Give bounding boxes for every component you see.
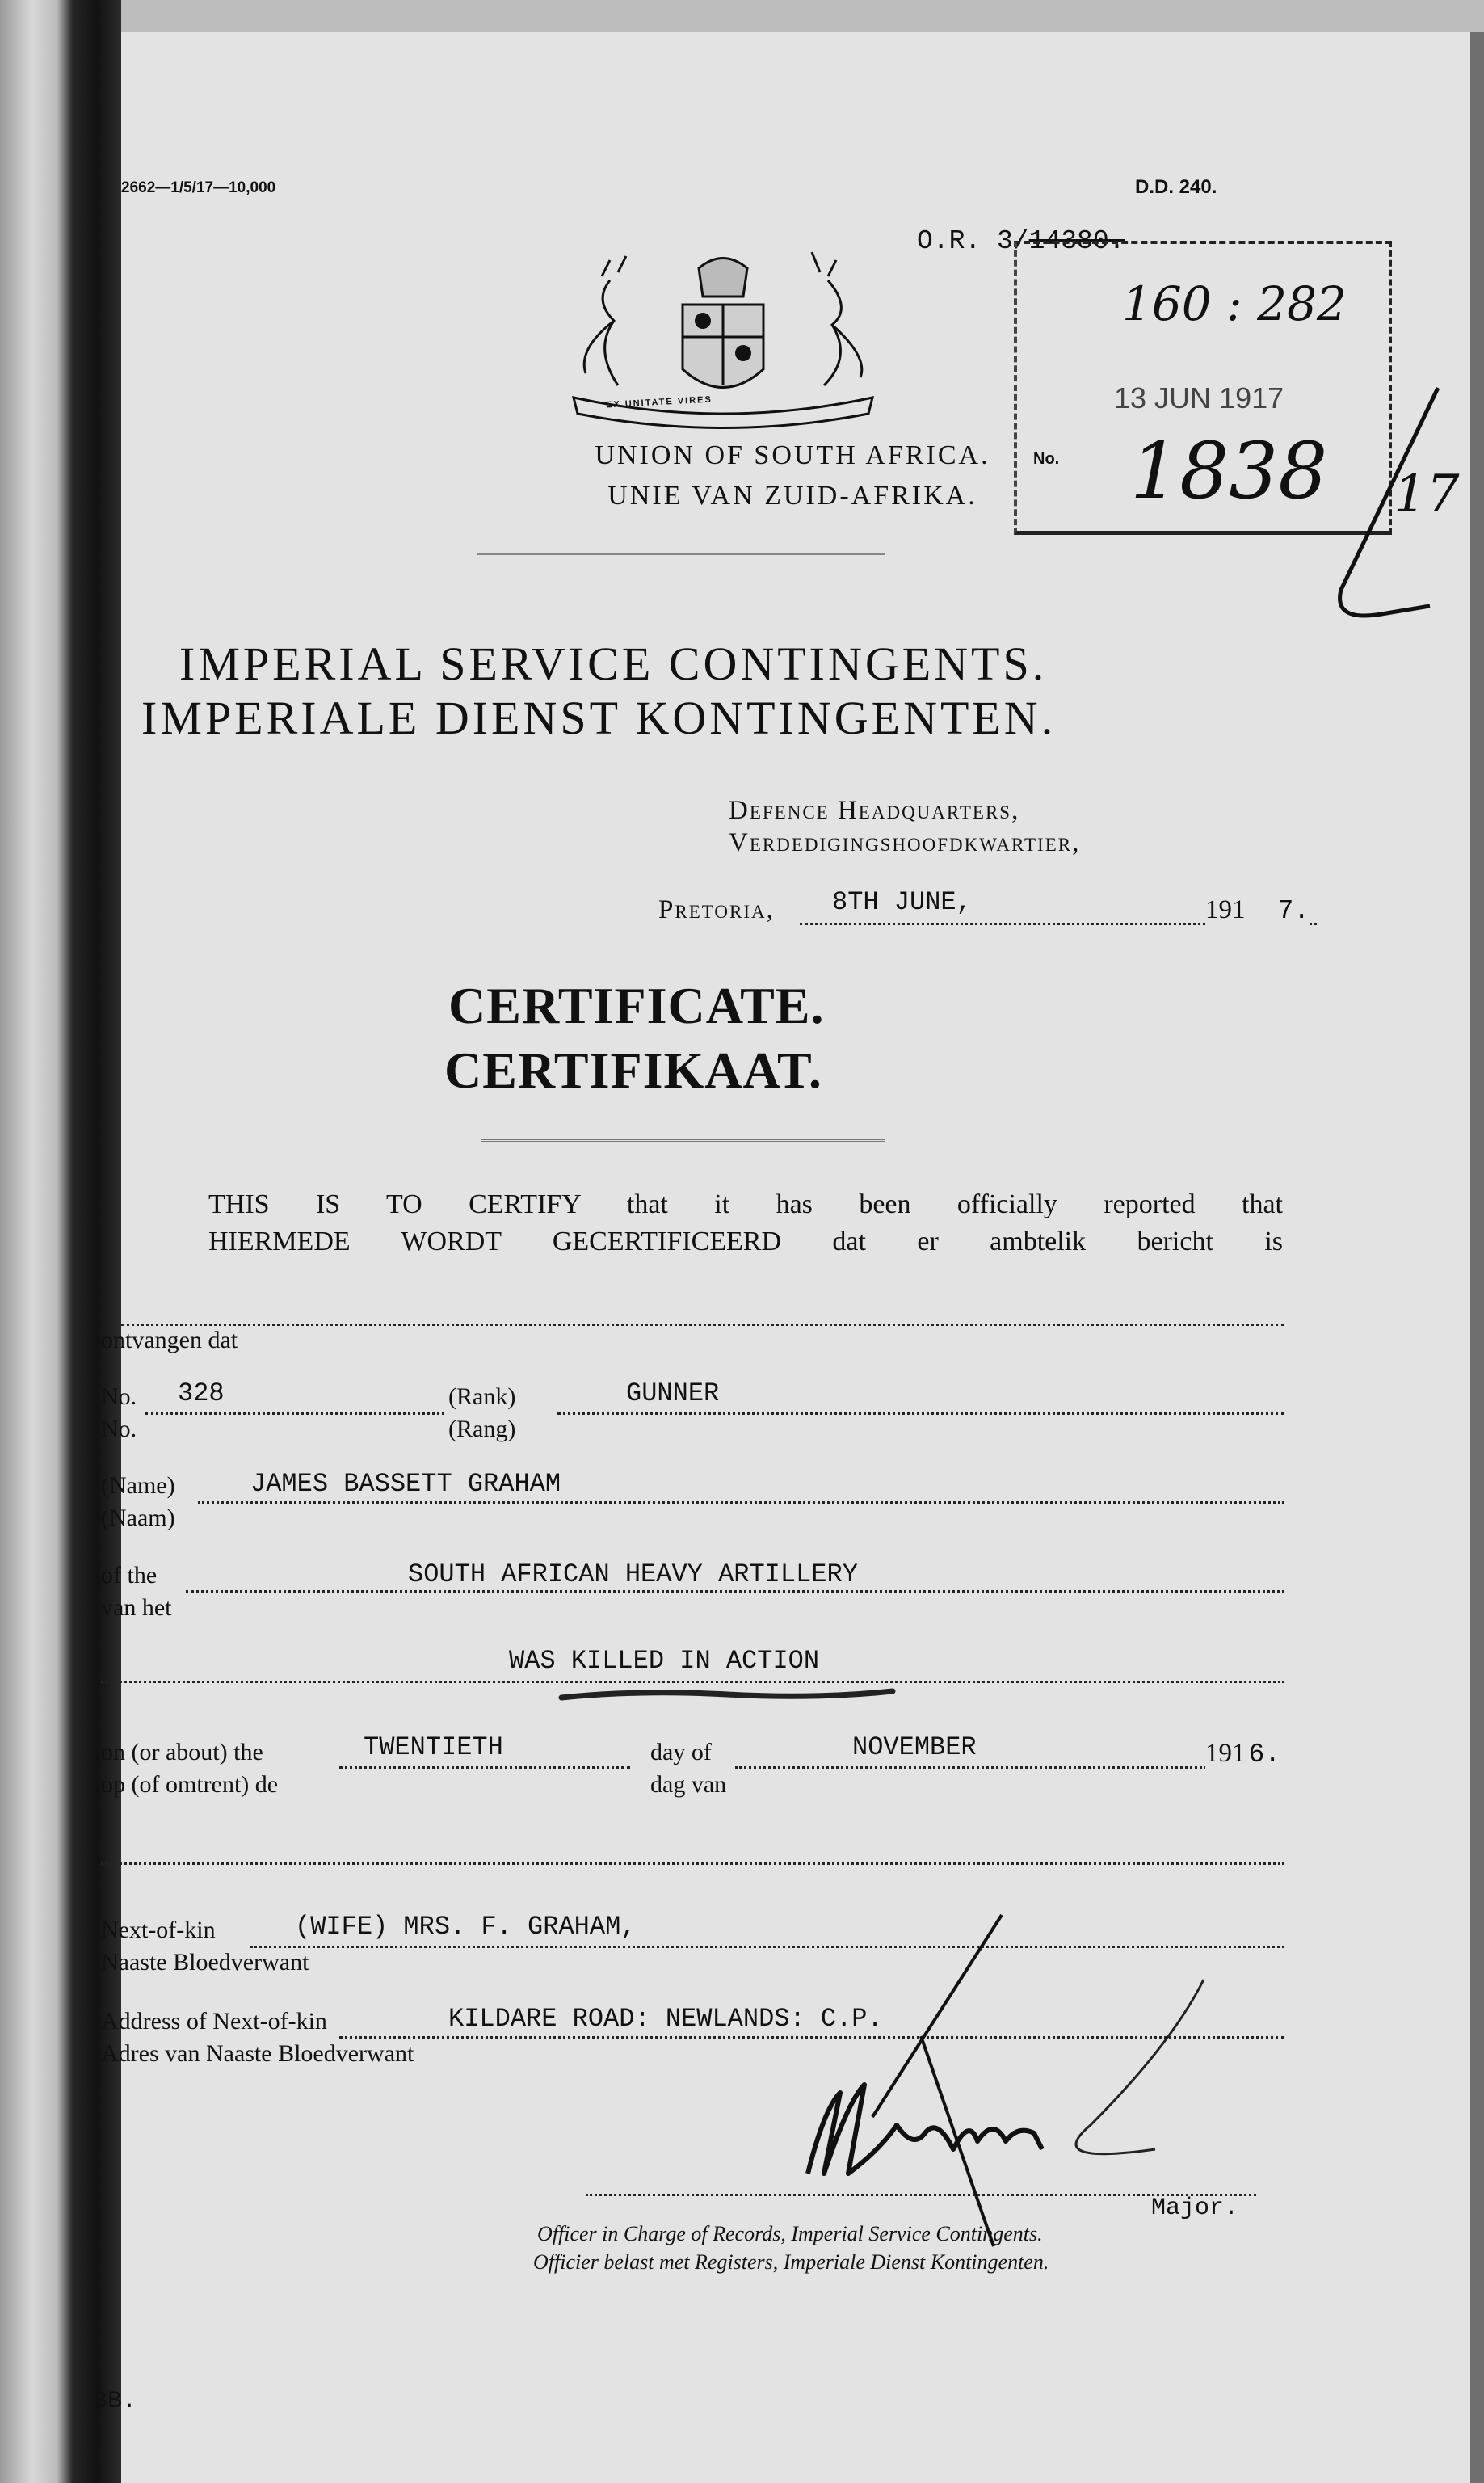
issue-date: 8TH JUNE, bbox=[832, 887, 972, 917]
issue-year-prefix: 191 bbox=[1205, 895, 1246, 924]
death-year bbox=[1205, 1739, 1280, 1770]
soldier-name: JAMES BASSETT GRAHAM bbox=[250, 1469, 561, 1499]
issue-year bbox=[1205, 895, 1310, 926]
form-code: D.D. 240. bbox=[1135, 176, 1217, 198]
number-label-en: No. bbox=[101, 1383, 137, 1410]
intro-dotted-line bbox=[121, 1324, 1284, 1326]
country-name-af bbox=[121, 481, 1221, 511]
death-year-prefix: 191 bbox=[1205, 1739, 1246, 1768]
certificate-document bbox=[93, 32, 1470, 2483]
next-of-kin-label-en: Next-of-kin bbox=[101, 1917, 216, 1943]
divider bbox=[477, 553, 885, 555]
date-label-en: on (or about) the bbox=[101, 1739, 263, 1765]
number-label-af: No. bbox=[101, 1416, 137, 1442]
death-month: NOVEMBER bbox=[852, 1732, 977, 1762]
number-dotted-line bbox=[145, 1412, 444, 1415]
unit-dotted-line bbox=[186, 1590, 1284, 1593]
casualty-status: WAS KILLED IN ACTION bbox=[509, 1646, 820, 1676]
divider bbox=[481, 1139, 885, 1142]
signature-caption-af: Officier belast met Registers, Imperiale Dienst Kontingenten. bbox=[533, 2250, 1049, 2274]
country-name-af-text: UNIE VAN ZUID-AFRIKA. bbox=[607, 481, 977, 511]
ledger-binding bbox=[0, 0, 121, 2483]
office-reference-prefix: O.R. 3/ bbox=[917, 226, 1029, 256]
office-name-af: Verdedigingshoofdkwartier, bbox=[729, 828, 1081, 857]
status-underline-mark bbox=[557, 1686, 897, 1704]
rank-dotted-line bbox=[557, 1412, 1284, 1415]
contingents-title-en: IMPERIAL SERVICE CONTINGENTS. bbox=[179, 638, 1048, 690]
day-of-label-en: day of bbox=[650, 1739, 712, 1765]
rank-label-af: (Rang) bbox=[448, 1416, 516, 1442]
name-dotted-line bbox=[198, 1501, 1284, 1504]
signature-caption-en: Officer in Charge of Records, Imperial Service Contingents. bbox=[537, 2222, 1043, 2245]
rank-value: GUNNER bbox=[626, 1378, 720, 1408]
stamp-date: 13 JUN 1917 bbox=[1114, 381, 1284, 415]
office-reference-number: 14380. bbox=[1028, 226, 1125, 256]
name-label-af: (Naam) bbox=[101, 1505, 175, 1531]
status-dotted-line bbox=[101, 1681, 1284, 1683]
contingents-title-af: IMPERIALE DIENST KONTINGENTEN. bbox=[141, 692, 1057, 744]
place-label: Pretoria, bbox=[658, 895, 775, 924]
coat-of-arms-motto: EX UNITATE VIRES bbox=[605, 394, 713, 410]
unit-label-en: of the bbox=[101, 1562, 158, 1589]
service-number: 328 bbox=[178, 1378, 225, 1408]
clerk-initials: BB. bbox=[93, 2388, 137, 2415]
issue-year-digit: 7. bbox=[1277, 896, 1310, 926]
death-year-digit: 6. bbox=[1248, 1740, 1281, 1770]
death-day: TWENTIETH bbox=[364, 1732, 503, 1762]
previous-page-edge bbox=[121, 0, 1484, 32]
print-reference: 2662—1/5/17—10,000 bbox=[121, 179, 276, 196]
day-dotted-line bbox=[339, 1766, 630, 1769]
office-name-en: Defence Headquarters, bbox=[729, 796, 1020, 825]
stamp-file-reference: 160 : 282 bbox=[1122, 276, 1347, 331]
certificate-title-af: CERTIFIKAAT. bbox=[444, 1042, 822, 1099]
coat-of-arms-icon bbox=[545, 244, 901, 430]
country-name-en-text: UNION OF SOUTH AFRICA. bbox=[595, 440, 990, 470]
unit-value: SOUTH AFRICAN HEAVY ARTILLERY bbox=[408, 1559, 858, 1589]
address-label-en: Address of Next-of-kin bbox=[101, 2008, 327, 2035]
name-label-en: (Name) bbox=[101, 1472, 175, 1499]
next-of-kin-label-af: Naaste Bloedverwant bbox=[101, 1949, 309, 1976]
address-label-af: Adres van Naaste Bloedverwant bbox=[101, 2040, 414, 2067]
stamp-number-prefix: No. bbox=[1033, 450, 1060, 468]
unit-label-af: van het bbox=[101, 1594, 172, 1621]
intro-line-en: THIS IS TO CERTIFY that it has been officially reported that bbox=[208, 1189, 1283, 1219]
date-label-af: op (of omtrent) de bbox=[101, 1771, 279, 1798]
stamp-slash-mark bbox=[1317, 380, 1446, 638]
certificate-title-en: CERTIFICATE. bbox=[448, 977, 825, 1034]
stamp-number: 1838 bbox=[1130, 426, 1328, 516]
next-of-kin-value: (WIFE) MRS. F. GRAHAM, bbox=[295, 1912, 637, 1942]
month-dotted-line bbox=[735, 1766, 1212, 1769]
blank-dotted-line bbox=[101, 1862, 1284, 1865]
country-name-en bbox=[121, 440, 1221, 471]
rank-label-en: (Rank) bbox=[448, 1383, 516, 1410]
officer-rank: Major. bbox=[1151, 2195, 1239, 2222]
intro-line-af: HIERMEDE WORDT GECERTIFICEERD dat er ambtelik bericht is bbox=[208, 1227, 1283, 1256]
address-value: KILDARE ROAD: NEWLANDS: C.P. bbox=[448, 2004, 883, 2034]
stamp-suffix: 17 bbox=[1394, 465, 1460, 524]
intro-line-af-continued: ontvangen dat bbox=[101, 1327, 238, 1353]
day-of-label-af: dag van bbox=[650, 1771, 727, 1798]
